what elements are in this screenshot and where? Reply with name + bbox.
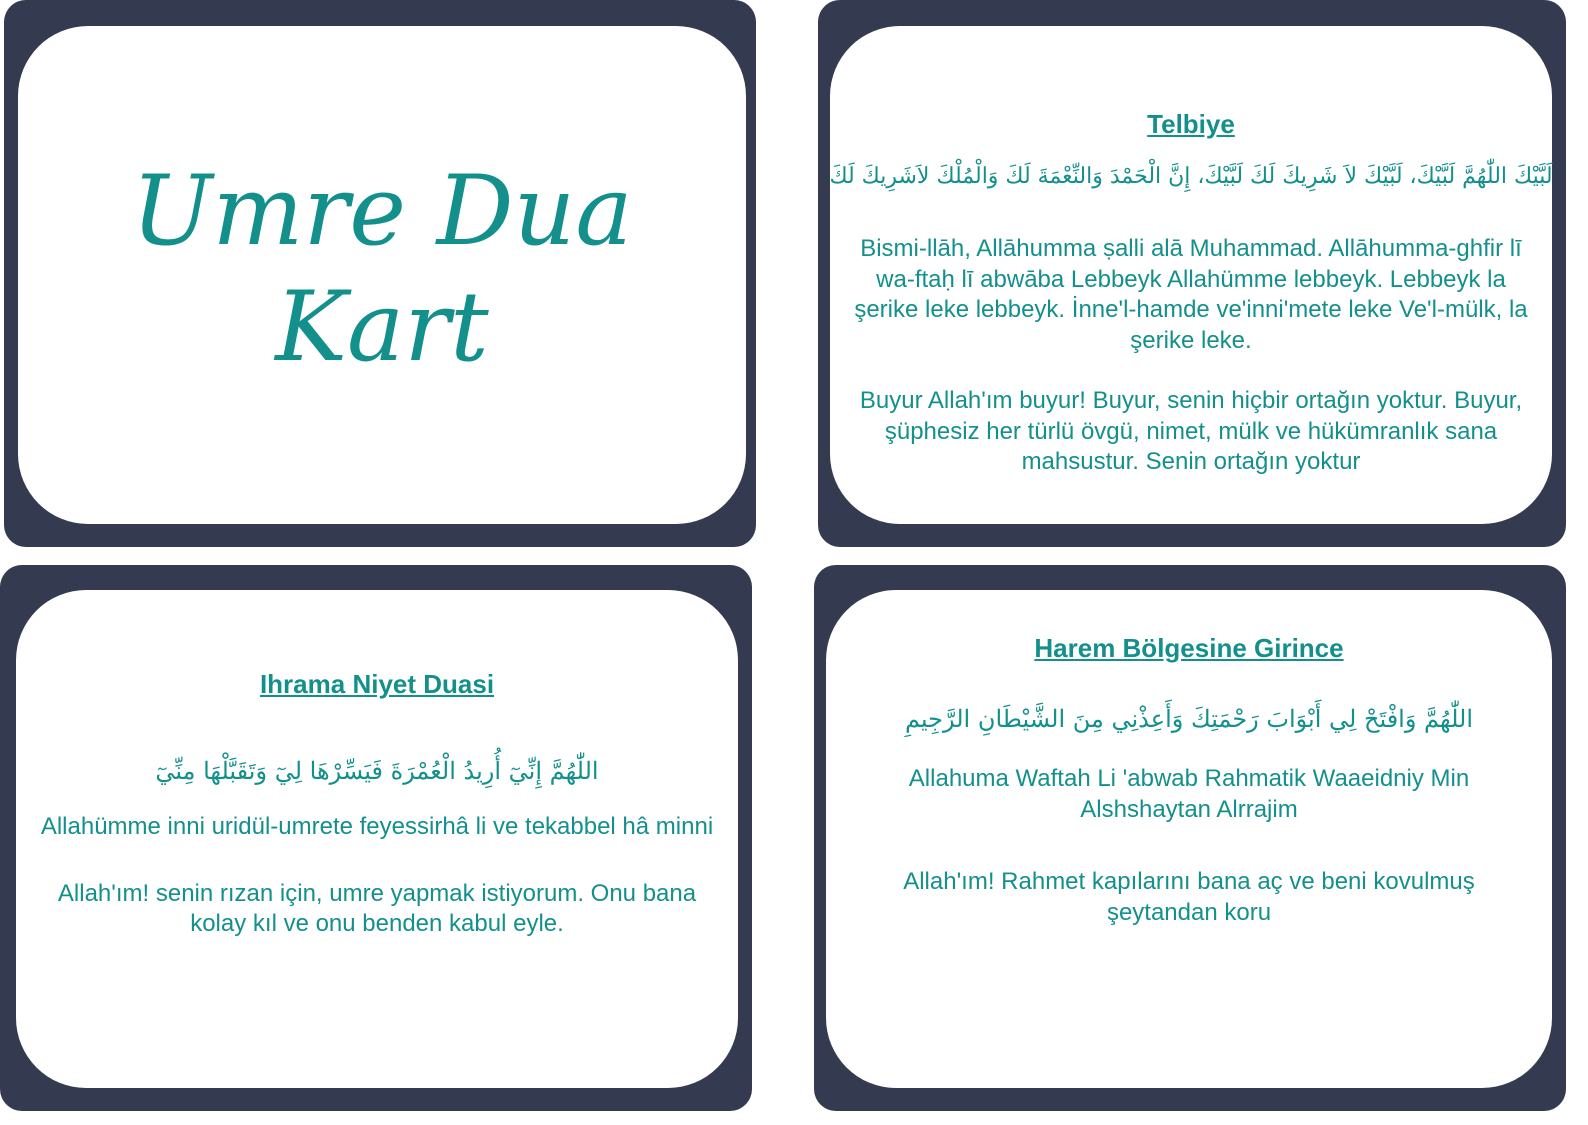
telbiye-card bbox=[818, 0, 1566, 547]
ihram-transliteration: Allahümme inni uridül-umrete feyessirhâ li ve tekabbel hâ minni bbox=[40, 813, 714, 840]
telbiye-title: Telbiye bbox=[1147, 109, 1235, 139]
harem-card bbox=[814, 565, 1566, 1111]
telbiye-translation: Buyur Allah'ım buyur! Buyur, senin hiçbir ortağın yoktur. Buyur, şüphesiz her türlü övgü, nimet, mülk ve hükümranlık sana mahsustur. Senin ortağın yoktur bbox=[859, 387, 1523, 475]
harem-title: Harem Bölgesine Girince bbox=[1034, 633, 1344, 663]
cover-card-panel bbox=[18, 26, 746, 524]
ihram-arabic-text: اللّٰهُمَّ إِنِّيٓ أُرِيدُ الْعُمْرَةَ فَيَسِّرْهَا لِيٓ وَتَقَبَّلْهَا مِنِّيٓ bbox=[155, 757, 599, 785]
harem-transliteration: Allahuma Waftah Li 'abwab Rahmatik Waaeidniy Min Alshshaytan Alrrajim bbox=[908, 765, 1470, 823]
cover-card bbox=[4, 0, 756, 547]
ihram-card-panel bbox=[16, 590, 738, 1088]
ihram-translation: Allah'ım! senin rızan için, umre yapmak istiyorum. Onu bana kolay kıl ve onu benden kabul eyle. bbox=[57, 879, 697, 937]
telbiye-card-panel bbox=[830, 26, 1552, 524]
harem-translation: Allah'ım! Rahmet kapılarını bana aç ve beni kovulmuş şeytandan koru bbox=[903, 868, 1475, 926]
ihram-card bbox=[0, 565, 752, 1111]
harem-card-panel bbox=[826, 590, 1552, 1088]
telbiye-transliteration: Bismi-llāh, Allāhumma ṣalli alā Muhammad. Allāhumma-ghfir lī wa-ftaḥ lī abwāba Lebbeyk Allahümme lebbeyk. Lebbeyk la şerike leke lebbeyk. İnne'l-hamde ve'inni'mete leke Ve'l-mülk, la şerike leke. bbox=[854, 235, 1528, 354]
cover-title: Umre Dua Kart bbox=[131, 155, 633, 383]
telbiye-arabic-text: لَبَّيْكَ اللّٰهُمَّ لَبَّيْكَ، لَبَّيْكَ لاَ شَرِيكَ لَكَ لَبَّيْكَ، إِنَّ الْحَمْدَ وَالنِّعْمَةَ لَكَ وَالْمُلْكَ لاَشَرِيكَ لَكَ bbox=[829, 164, 1553, 189]
ihram-title: Ihrama Niyet Duasi bbox=[259, 669, 495, 699]
harem-arabic-text: اللّٰهُمَّ وَافْتَحْ لِي أَبْوَابَ رَحْمَتِكَ وَأَعِذْنِي مِنَ الشَّيْطَانِ الرَّجِيمِ bbox=[904, 705, 1474, 733]
